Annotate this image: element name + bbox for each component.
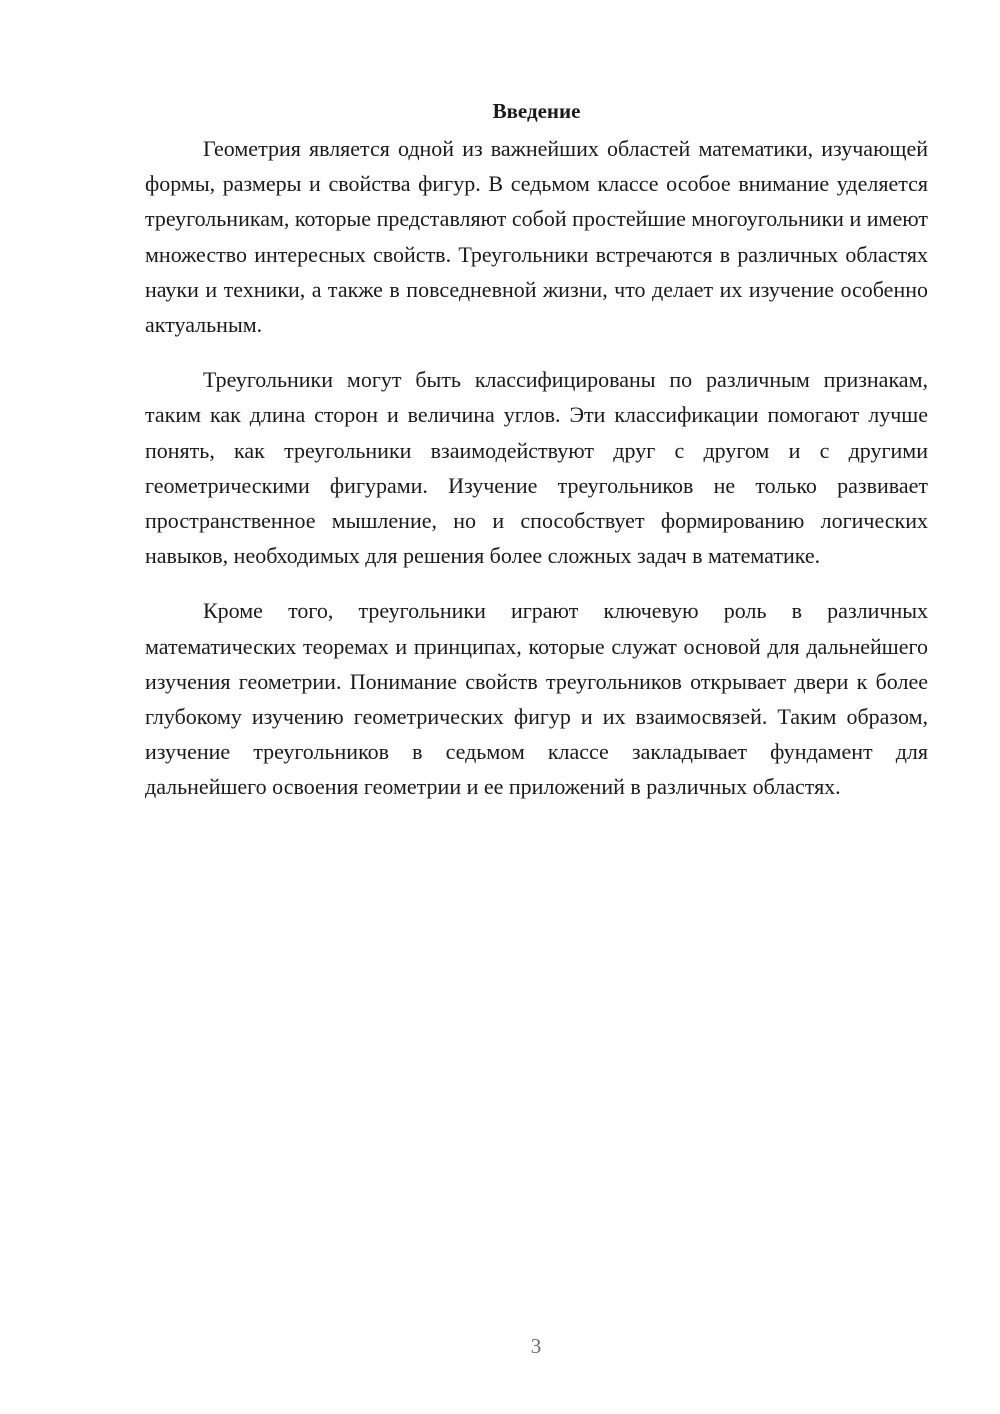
paragraph-2: Треугольники могут быть классифицированы по различным признакам, таким как длина сторон и величина углов. Эти классификации помогают лучше понять, как треугольники взаимодействуют друг с другом и с другими геометрическими фигурами. Изучение треугольников не только развивает пространственное мышление, но и способствует формированию логических навыков, необходимых для решения более сложных задач в математике. bbox=[145, 367, 928, 569]
page-number: 3 bbox=[530, 1334, 542, 1358]
paragraph-3: Кроме того, треугольники играют ключевую роль в различных математических теоремах и принципах, которые служат основой для дальнейшего изучения геометрии. Понимание свойств треугольников открывает двери к более глубокому изучению геометрических фигур и их взаимосвязей. Таким образом, изучение треугольников в седьмом классе закладывает фундамент для дальнейшего освоения геометрии и ее приложений в различных областях. bbox=[145, 598, 928, 800]
page-content bbox=[145, 95, 928, 825]
paragraph-1: Геометрия является одной из важнейших областей математики, изучающей формы, размеры и свойства фигур. В седьмом классе особое внимание уделяется треугольникам, которые представляют собой простейшие многоугольники и имеют множество интересных свойств. Треугольники встречаются в различных областях науки и техники, а также в повседневной жизни, что делает их изучение особенно актуальным. bbox=[145, 136, 928, 338]
section-heading: Введение bbox=[492, 99, 581, 123]
